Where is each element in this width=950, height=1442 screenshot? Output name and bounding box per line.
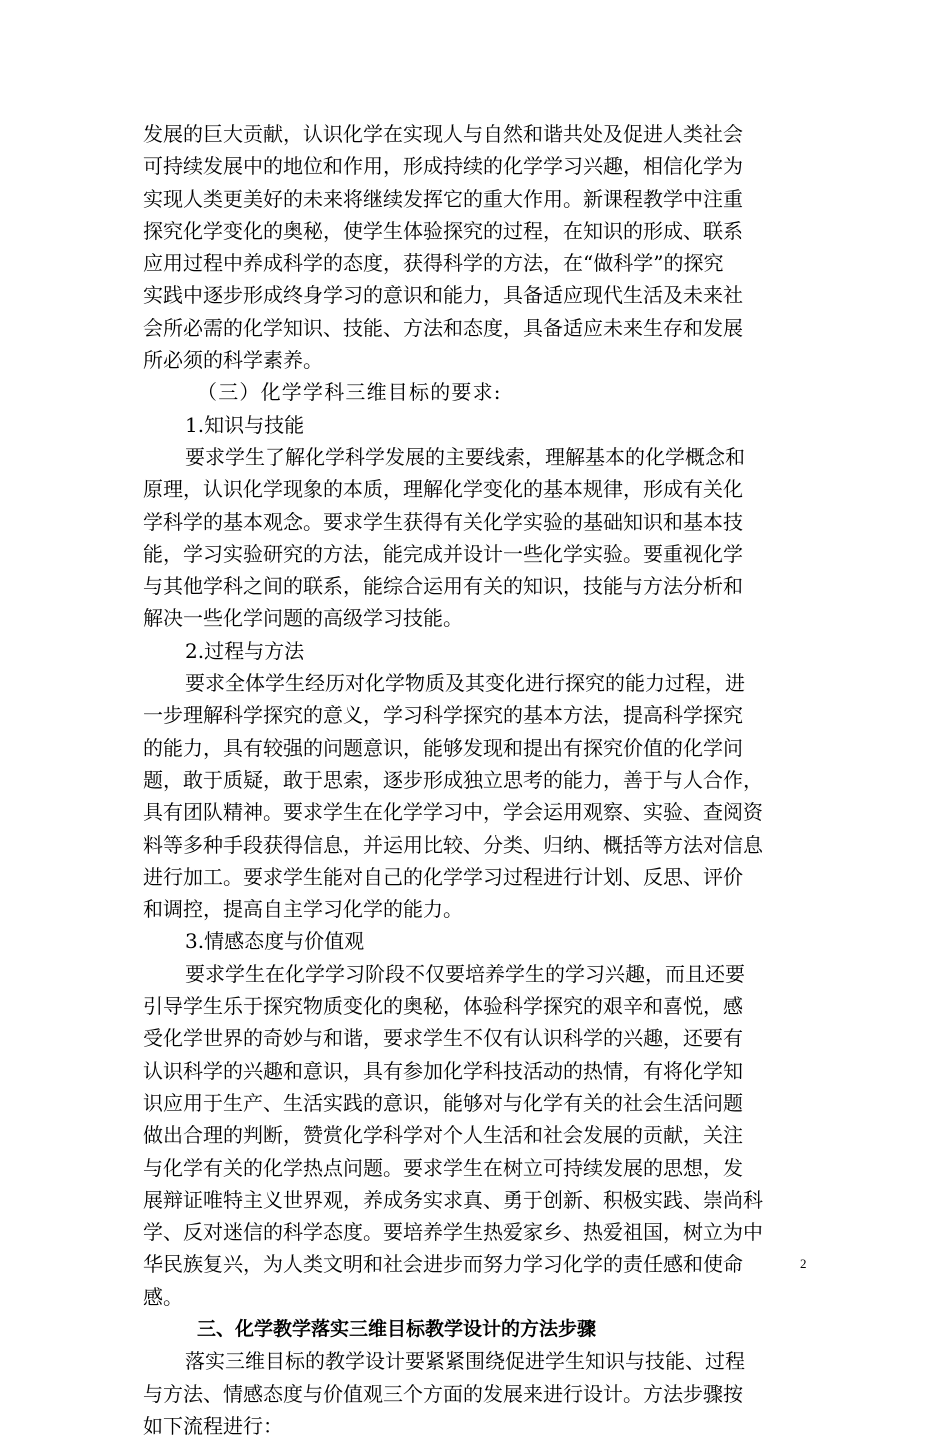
item-heading: 2.过程与方法: [185, 638, 305, 663]
body-text-line: 与化学有关的化学热点问题。要求学生在树立可持续发展的思想，发: [143, 1155, 743, 1180]
body-text-line: 具有团队精神。要求学生在化学学习中，学会运用观察、实验、查阅资: [143, 800, 763, 825]
body-text-line: 学、反对迷信的科学态度。要培养学生热爱家乡、热爱祖国，树立为中: [143, 1220, 763, 1245]
body-text-line: 原理，认识化学现象的本质，理解化学变化的基本规律，形成有关化: [143, 477, 743, 502]
body-text-line: 华民族复兴，为人类文明和社会进步而努力学习化学的责任感和使命: [143, 1252, 743, 1277]
body-text-line: 应用过程中养成科学的态度，获得科学的方法，在“做科学”的探究: [143, 251, 724, 276]
body-text-line: 感。: [143, 1284, 183, 1309]
body-text-line: 一步理解科学探究的意义，学习科学探究的基本方法，提高科学探究: [143, 703, 743, 728]
body-text-line: 的能力，具有较强的问题意识，能够发现和提出有探究价值的化学问: [143, 735, 743, 760]
body-text-line: 可持续发展中的地位和作用，形成持续的化学学习兴趣，相信化学为: [143, 154, 743, 179]
body-text-line: 所必须的科学素养。: [143, 348, 323, 373]
section-subheading: （三）化学学科三维目标的要求:: [197, 380, 502, 405]
body-text-line: 发展的巨大贡献，认识化学在实现人与自然和谐共处及促进人类社会: [143, 122, 743, 146]
body-text-line: 做出合理的判断，赞赏化学科学对个人生活和社会发展的贡献，关注: [143, 1123, 743, 1148]
body-text-line: 实践中逐步形成终身学习的意识和能力，具备适应现代生活及未来社: [143, 283, 743, 308]
body-text-line: 和调控，提高自主学习化学的能力。: [143, 897, 463, 922]
body-text-line: 会所必需的化学知识、技能、方法和态度，具备适应未来生存和发展: [143, 315, 743, 340]
section-heading: 三、化学教学落实三维目标教学设计的方法步骤: [197, 1317, 597, 1340]
body-text-line: 识应用于生产、生活实践的意识，能够对与化学有关的社会生活问题: [143, 1090, 743, 1115]
body-text-line: 如下流程进行：: [143, 1413, 283, 1438]
body-text-line: 实现人类更美好的未来将继续发挥它的重大作用。新课程教学中注重: [143, 186, 743, 211]
item-heading: 1.知识与技能: [185, 412, 305, 437]
body-text-line: 解决一些化学问题的高级学习技能。: [143, 606, 463, 631]
body-text-line: 能，学习实验研究的方法，能完成并设计一些化学实验。要重视化学: [143, 541, 743, 566]
body-text-line: 题，敢于质疑，敢于思索，逐步形成独立思考的能力，善于与人合作，: [143, 767, 763, 792]
body-text-line: 与方法、情感态度与价值观三个方面的发展来进行设计。方法步骤按: [143, 1381, 743, 1406]
paragraph-first-line: 要求学生在化学学习阶段不仅要培养学生的学习兴趣，而且还要: [185, 961, 745, 986]
body-text-line: 探究化学变化的奥秘，使学生体验探究的过程，在知识的形成、联系: [143, 218, 743, 243]
body-text-line: 进行加工。要求学生能对自己的化学学习过程进行计划、反思、评价: [143, 864, 743, 889]
paragraph-first-line: 要求学生了解化学科学发展的主要线索，理解基本的化学概念和: [185, 444, 745, 469]
body-text-line: 与其他学科之间的联系，能综合运用有关的知识，技能与方法分析和: [143, 574, 743, 599]
body-text-line: 受化学世界的奇妙与和谐，要求学生不仅有认识科学的兴趣，还要有: [143, 1026, 743, 1051]
body-text-line: 引导学生乐于探究物质变化的奥秘，体验科学探究的艰辛和喜悦，感: [143, 994, 743, 1019]
document-body: [143, 118, 811, 1442]
paragraph-first-line: 要求全体学生经历对化学物质及其变化进行探究的能力过程，进: [185, 671, 745, 696]
body-text-line: 认识科学的兴趣和意识，具有参加化学科技活动的热情，有将化学知: [143, 1058, 743, 1083]
body-text-line: 料等多种手段获得信息，并运用比较、分类、归纳、概括等方法对信息: [143, 832, 763, 857]
paragraph-first-line: 落实三维目标的教学设计要紧紧围绕促进学生知识与技能、过程: [185, 1349, 745, 1374]
body-text-line: 学科学的基本观念。要求学生获得有关化学实验的基础知识和基本技: [143, 509, 743, 534]
body-text-line: 展辩证唯特主义世界观，养成务实求真、勇于创新、积极实践、崇尚科: [143, 1187, 763, 1212]
page-number: 2: [800, 1256, 807, 1271]
item-heading: 3.情感态度与价值观: [185, 929, 365, 954]
